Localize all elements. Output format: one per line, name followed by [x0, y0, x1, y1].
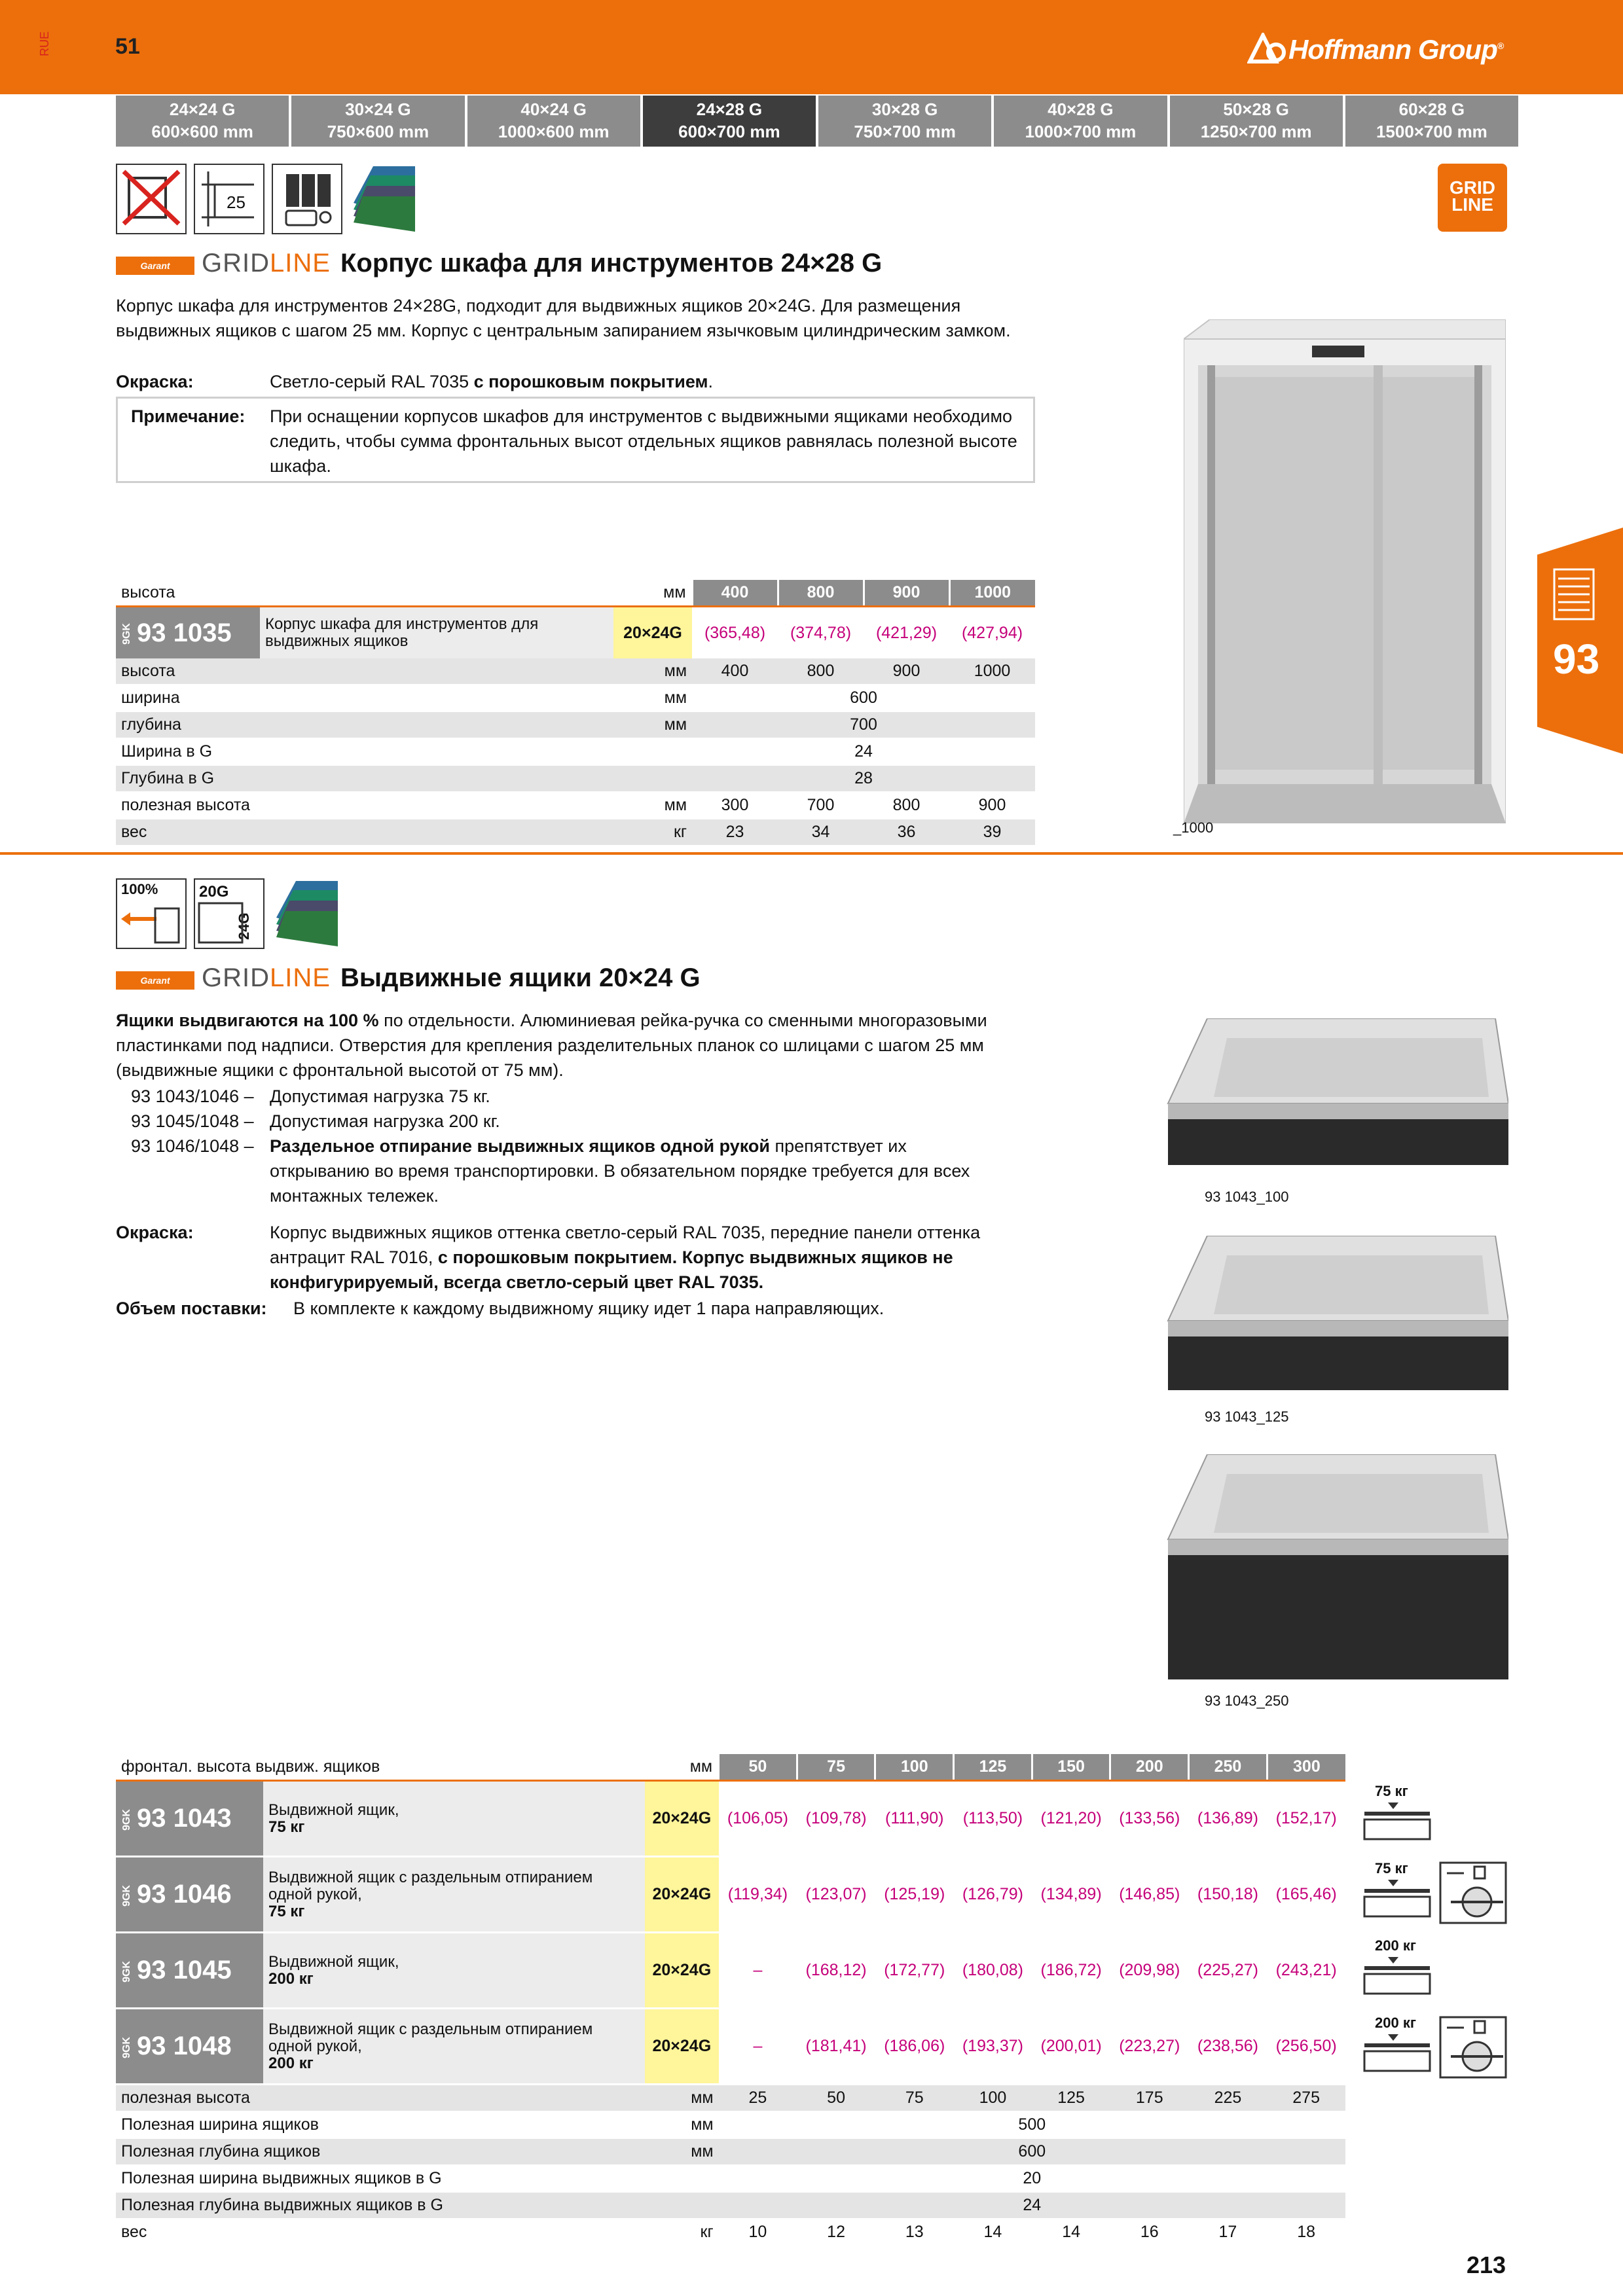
price: (193,37)	[954, 2009, 1032, 2085]
row-value: 75	[875, 2085, 954, 2112]
size-tab-7[interactable]	[1345, 96, 1518, 147]
col-unit: мм	[645, 1754, 719, 1781]
price: (180,08)	[954, 1933, 1032, 2009]
grid-size: 20×24G	[645, 1857, 719, 1933]
table-row	[116, 2085, 1345, 2112]
row-label: полезная высота	[116, 2085, 645, 2112]
row-label: Полезная ширина выдвижных ящиков в G	[116, 2165, 645, 2192]
feature-item-code: 93 1043/1046 –	[131, 1086, 254, 1106]
size-tab-2[interactable]	[467, 96, 640, 147]
row-value: 24	[719, 2192, 1345, 2219]
size-tab-0[interactable]	[116, 96, 289, 147]
row-unit: мм	[613, 685, 692, 711]
size-tab-dims: 600×700 mm	[678, 122, 780, 141]
row-unit: мм	[645, 2111, 719, 2138]
col-height: 100	[875, 1754, 954, 1781]
row-value: 24	[692, 738, 1035, 765]
gridline-series: GRIDLINE	[202, 249, 331, 278]
size-tab-dims: 1250×700 mm	[1200, 122, 1312, 141]
row-value: 1000	[949, 658, 1035, 685]
table-row	[116, 2138, 1345, 2165]
article-desc: Выдвижной ящик, 75 кг	[263, 1781, 645, 1857]
art-prefix: 9GK	[121, 2036, 132, 2058]
row-unit	[613, 738, 692, 765]
row-value: 14	[954, 2219, 1032, 2246]
row-value: 36	[864, 819, 949, 846]
row-unit: мм	[645, 2085, 719, 2112]
size-tabs	[116, 96, 1518, 147]
row-value: 900	[864, 658, 949, 685]
price: (168,12)	[797, 1933, 875, 2009]
grid-size: 20×24G	[645, 2009, 719, 2085]
table-row	[116, 765, 1035, 792]
section2-title: Выдвижные ящики 20×24 G	[340, 963, 701, 992]
row-unit	[613, 765, 692, 792]
row-value: 700	[778, 792, 864, 819]
price: (374,78)	[778, 607, 864, 659]
drawer-image-100	[1155, 1018, 1508, 1169]
art-prefix: 9GK	[121, 1808, 132, 1831]
article-number: 93 1035	[137, 618, 232, 647]
note-text: При оснащении корпусов шкафов для инструментов с выдвижными ящиками необходимо следить, чтобы сумма фронтальных высот отдельных ящиков равнялась полезной высоте шкафа.	[270, 406, 1017, 476]
svg-text:25: 25	[227, 192, 246, 212]
size-tab-grid: 40×28 G	[1048, 99, 1114, 119]
article-number: 93 1043	[137, 1804, 232, 1833]
row-value: 500	[719, 2111, 1345, 2138]
row-value: 275	[1267, 2085, 1345, 2112]
row-value: 225	[1189, 2085, 1267, 2112]
drawer-image-250	[1155, 1454, 1508, 1679]
price: (133,56)	[1110, 1781, 1189, 1857]
load-icon	[1362, 1860, 1512, 1926]
size-tab-grid: 24×28 G	[696, 99, 763, 119]
load-icon	[1362, 1937, 1512, 2003]
drawer-caption-125: 93 1043_125	[1205, 1408, 1289, 1425]
one-hand-lock-icon	[1438, 1860, 1510, 1926]
article-desc: Выдвижной ящик, 200 кг	[263, 1933, 645, 2009]
size-tab-grid: 50×28 G	[1223, 99, 1289, 119]
price: (421,29)	[864, 607, 949, 659]
col-height: 300	[1267, 1754, 1345, 1781]
table-row	[116, 607, 1035, 659]
section1-title: Корпус шкафа для инструментов 24×28 G	[340, 249, 883, 278]
table-row	[116, 819, 1035, 846]
load-label: 200 кг	[1375, 2015, 1416, 2031]
load-icon	[1362, 1783, 1512, 1848]
row-value: 12	[797, 2219, 875, 2246]
price: (225,27)	[1189, 1933, 1267, 2009]
gridline-series-2: GRIDLINE	[202, 963, 331, 992]
table-row	[116, 711, 1035, 738]
svg-text:20G: 20G	[199, 883, 229, 901]
drawer-color-swatches-icon	[270, 878, 342, 946]
row-label: Глубина в G	[116, 765, 613, 792]
size-tab-dims: 1500×700 mm	[1376, 122, 1487, 141]
size-tab-dims: 1000×700 mm	[1025, 122, 1137, 141]
page-number: 213	[1467, 2251, 1506, 2278]
drawer-caption-250: 93 1043_250	[1205, 1693, 1289, 1709]
feature-item-text: Допустимая нагрузка 200 кг.	[270, 1111, 500, 1131]
table-row	[116, 2219, 1345, 2246]
price: (125,19)	[875, 1857, 954, 1933]
row-label: ширина	[116, 685, 613, 711]
size-tab-dims: 1000×600 mm	[498, 122, 610, 141]
row-unit: кг	[613, 819, 692, 846]
size-tab-6[interactable]	[1170, 96, 1343, 147]
size-tab-3[interactable]	[643, 96, 816, 147]
section2-paint-label: Окраска:	[116, 1223, 194, 1242]
price: (111,90)	[875, 1781, 954, 1857]
table-row	[116, 1781, 1345, 1857]
load-icon	[1362, 2015, 1512, 2080]
row-value: 400	[692, 658, 778, 685]
section1-paint-text: Светло-серый RAL 7035 с порошковым покрытием.	[270, 372, 714, 391]
row-label: вес	[116, 2219, 645, 2246]
col-height: 200	[1110, 1754, 1189, 1781]
size-tab-grid: 30×24 G	[345, 99, 411, 119]
feature-item	[131, 1109, 1048, 1134]
row-value: 13	[875, 2219, 954, 2246]
row-unit	[645, 2192, 719, 2219]
row-value: 23	[692, 819, 778, 846]
row-value: 175	[1110, 2085, 1189, 2112]
article-number: 93 1045	[137, 1956, 232, 1984]
feature-item	[131, 1084, 1048, 1109]
price: (200,01)	[1032, 2009, 1110, 2085]
load-label: 75 кг	[1375, 1860, 1408, 1876]
chapter-side-number: 93	[1553, 636, 1600, 683]
section2-intro: Ящики выдвигаются на 100 % по отдельности. Алюминиевая рейка-ручка со сменными многоразовыми пластинками под надписи. Отверстия для крепления разделительных планок со шлицами с шагом 25 мм (выдвижные ящики с фронтальной высотой от 75 мм).	[116, 1011, 987, 1080]
central-lock-icon	[272, 164, 342, 234]
price: (134,89)	[1032, 1857, 1110, 1933]
price: (121,20)	[1032, 1781, 1110, 1857]
col-height: 900	[864, 580, 949, 607]
row-value: 18	[1267, 2219, 1345, 2246]
svg-text:24G: 24G	[236, 912, 252, 940]
table-row	[116, 658, 1035, 685]
one-hand-lock-icon	[1438, 2015, 1510, 2080]
price: (136,89)	[1189, 1781, 1267, 1857]
table-header-row	[116, 1754, 1345, 1781]
row-value: 34	[778, 819, 864, 846]
col-height: 125	[954, 1754, 1032, 1781]
size-tab-grid: 40×24 G	[520, 99, 587, 119]
section2-items	[131, 1084, 1048, 1208]
load-label: 75 кг	[1375, 1783, 1408, 1799]
grid-pitch-icon	[194, 164, 264, 234]
grid-size-icon	[194, 878, 264, 949]
row-unit: кг	[645, 2219, 719, 2246]
load-label: 200 кг	[1375, 1937, 1416, 1954]
col-label: фронтал. высота выдвиж. ящиков	[116, 1754, 645, 1781]
art-prefix: 9GK	[121, 1960, 132, 1982]
feature-item-code: 93 1046/1048 –	[131, 1136, 254, 1156]
price: (150,18)	[1189, 1857, 1267, 1933]
row-value: 300	[692, 792, 778, 819]
article-desc: Выдвижной ящик с раздельным отпиранием одной рукой, 75 кг	[263, 1857, 645, 1933]
col-height: 75	[797, 1754, 875, 1781]
row-value: 600	[719, 2138, 1345, 2165]
row-value: 17	[1189, 2219, 1267, 2246]
cabinet-caption: _1000	[1173, 819, 1214, 836]
row-value: 800	[864, 792, 949, 819]
table-row	[116, 738, 1035, 765]
note-box	[116, 397, 1035, 483]
price: (123,07)	[797, 1857, 875, 1933]
row-unit: мм	[613, 658, 692, 685]
price: (146,85)	[1110, 1857, 1189, 1933]
price: (186,06)	[875, 2009, 954, 2085]
side-code: RUE	[38, 31, 51, 57]
drawer-spec-table	[116, 1754, 1345, 2246]
row-value: 700	[692, 711, 1035, 738]
price: (365,48)	[692, 607, 778, 659]
col-height: 800	[778, 580, 864, 607]
garant-logo-2: Garant	[116, 971, 194, 990]
price: (427,94)	[949, 607, 1035, 659]
drawer-cabinet-icon	[1553, 568, 1595, 624]
table-row	[116, 685, 1035, 711]
size-tab-grid: 60×28 G	[1398, 99, 1465, 119]
brand-name: Hoffmann Group®	[1288, 34, 1504, 65]
price: (172,77)	[875, 1933, 954, 2009]
size-tab-dims: 750×600 mm	[327, 122, 429, 141]
size-tab-grid: 24×24 G	[169, 99, 236, 119]
grid-size: 20×24G	[645, 1933, 719, 2009]
row-label: Полезная глубина ящиков	[116, 2138, 645, 2165]
feature-item-text: Допустимая нагрузка 75 кг.	[270, 1086, 490, 1106]
size-tab-5[interactable]	[994, 96, 1167, 147]
price: (209,98)	[1110, 1933, 1189, 2009]
row-value: 25	[719, 2085, 797, 2112]
grid-size: 20×24G	[645, 1781, 719, 1857]
price: (109,78)	[797, 1781, 875, 1857]
art-prefix: 9GK	[121, 623, 132, 645]
row-value: 800	[778, 658, 864, 685]
section1-paint-label: Окраска:	[116, 372, 194, 391]
feature-item-bold: Раздельное отпирание выдвижных ящиков одной рукой	[270, 1136, 771, 1156]
table-row	[116, 1933, 1345, 2009]
col-label: высота	[116, 580, 613, 607]
row-unit	[645, 2165, 719, 2192]
art-prefix: 9GK	[121, 1884, 132, 1907]
cabinet-spec-table	[116, 580, 1035, 846]
row-label: полезная высота	[116, 792, 613, 819]
hoffmann-logo-icon	[1247, 33, 1286, 67]
size-tab-1[interactable]	[291, 96, 464, 147]
table-row	[116, 2165, 1345, 2192]
price: (181,41)	[797, 2009, 875, 2085]
svg-text:100%: 100%	[121, 881, 158, 897]
price: (223,27)	[1110, 2009, 1189, 2085]
price: (152,17)	[1267, 1781, 1345, 1857]
col-height: 400	[692, 580, 778, 607]
article-number: 93 1046	[137, 1880, 232, 1909]
price: (106,05)	[719, 1781, 797, 1857]
row-value: 10	[719, 2219, 797, 2246]
price: (186,72)	[1032, 1933, 1110, 2009]
note-label: Примечание:	[131, 406, 246, 426]
row-value: 14	[1032, 2219, 1110, 2246]
row-value: 125	[1032, 2085, 1110, 2112]
gridline-badge: GRID LINE	[1438, 164, 1507, 232]
price: (256,50)	[1267, 2009, 1345, 2085]
price: –	[719, 1933, 797, 2009]
row-value: 100	[954, 2085, 1032, 2112]
full-extension-icon	[116, 878, 187, 949]
row-unit: мм	[645, 2138, 719, 2165]
row-label: вес	[116, 819, 613, 846]
section1-intro: Корпус шкафа для инструментов 24×28G, подходит для выдвижных ящиков 20×24G. Для размещения выдвижных ящиков с шагом 25 мм. Корпус с центральным запиранием язычковым цилиндрическим замком.	[116, 296, 1011, 340]
table-row	[116, 2009, 1345, 2085]
table-row	[116, 2111, 1345, 2138]
col-height: 150	[1032, 1754, 1110, 1781]
row-value: 20	[719, 2165, 1345, 2192]
size-tab-dims: 600×600 mm	[151, 122, 253, 141]
row-label: Полезная ширина ящиков	[116, 2111, 645, 2138]
table-row	[116, 1857, 1345, 1933]
grid-size: 20×24G	[613, 607, 692, 659]
no-stacking-icon	[116, 164, 187, 234]
chapter-number: 51	[115, 34, 140, 59]
feature-item-code: 93 1045/1048 –	[131, 1111, 254, 1131]
row-value: 16	[1110, 2219, 1189, 2246]
col-height: 50	[719, 1754, 797, 1781]
section2-paint-text: Корпус выдвижных ящиков оттенка светло-серый RAL 7035, передние панели оттенка антрацит RAL 7016, с порошковым покрытием. Корпус выдвижных ящиков не конфигурируемый, всегда светло-серый цвет RAL 7035.	[270, 1223, 981, 1292]
price: –	[719, 2009, 797, 2085]
row-value: 28	[692, 765, 1035, 792]
size-tab-grid: 30×28 G	[871, 99, 938, 119]
row-value: 39	[949, 819, 1035, 846]
col-height: 250	[1189, 1754, 1267, 1781]
price: (113,50)	[954, 1781, 1032, 1857]
col-unit: мм	[613, 580, 692, 607]
row-label: высота	[116, 658, 613, 685]
col-height: 1000	[949, 580, 1035, 607]
price: (126,79)	[954, 1857, 1032, 1933]
row-value: 50	[797, 2085, 875, 2112]
price: (165,46)	[1267, 1857, 1345, 1933]
row-unit: мм	[613, 711, 692, 738]
feature-item-text: препятствует их открыванию во время транспортировки. В обязательном порядке требуется для всех монтажных тележек.	[270, 1136, 970, 1206]
table-row	[116, 792, 1035, 819]
supply-label: Объем поставки:	[116, 1299, 267, 1318]
row-label: Ширина в G	[116, 738, 613, 765]
row-unit: мм	[613, 792, 692, 819]
price: (119,34)	[719, 1857, 797, 1933]
drawer-caption-100: 93 1043_100	[1205, 1189, 1289, 1205]
article-desc: Корпус шкафа для инструментов для выдвижных ящиков	[260, 607, 613, 659]
supply-text: В комплекте к каждому выдвижному ящику идет 1 пара направляющих.	[293, 1299, 884, 1318]
size-tab-dims: 750×700 mm	[854, 122, 956, 141]
row-value: 900	[949, 792, 1035, 819]
price: (238,56)	[1189, 2009, 1267, 2085]
color-swatches-icon	[347, 164, 419, 232]
feature-item	[131, 1134, 1048, 1208]
row-label: Полезная глубина выдвижных ящиков в G	[116, 2192, 645, 2219]
cabinet-image	[1184, 319, 1506, 823]
garant-logo: Garant	[116, 257, 194, 275]
size-tab-4[interactable]	[818, 96, 991, 147]
price: (243,21)	[1267, 1933, 1345, 2009]
table-header-row	[116, 580, 1035, 607]
row-value: 600	[692, 685, 1035, 711]
table-row	[116, 2192, 1345, 2219]
article-desc: Выдвижной ящик с раздельным отпиранием одной рукой, 200 кг	[263, 2009, 645, 2085]
article-number: 93 1048	[137, 2032, 232, 2060]
row-label: глубина	[116, 711, 613, 738]
drawer-image-125	[1155, 1236, 1508, 1390]
section-divider	[0, 852, 1623, 855]
